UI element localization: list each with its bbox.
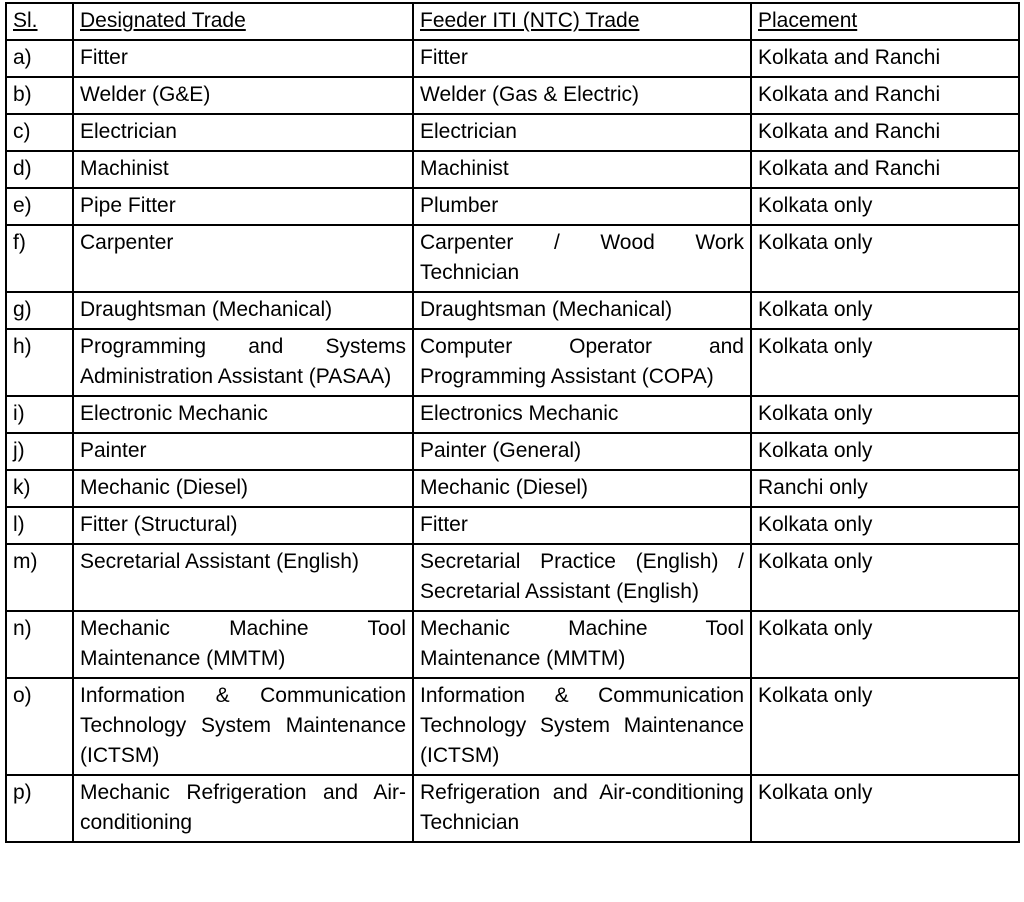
cell-designated-trade: Carpenter bbox=[73, 225, 413, 292]
cell-placement: Kolkata and Ranchi bbox=[751, 77, 1019, 114]
cell-feeder-iti-trade: Draughtsman (Mechanical) bbox=[413, 292, 751, 329]
table-row bbox=[6, 507, 1019, 544]
cell-placement: Kolkata only bbox=[751, 611, 1019, 678]
column-header-feeder-iti-trade-label: Feeder ITI (NTC) Trade bbox=[420, 9, 640, 32]
column-header-placement-label: Placement bbox=[758, 9, 858, 32]
row-serial: n) bbox=[6, 611, 73, 678]
cell-designated-trade: Secretarial Assistant (English) bbox=[73, 544, 413, 611]
row-serial: k) bbox=[6, 470, 73, 507]
cell-placement: Kolkata only bbox=[751, 292, 1019, 329]
row-serial: c) bbox=[6, 114, 73, 151]
table-row bbox=[6, 151, 1019, 188]
column-header-designated-trade-label: Designated Trade bbox=[80, 9, 246, 32]
cell-designated-trade: Mechanic Machine Tool Maintenance (MMTM) bbox=[73, 611, 413, 678]
cell-feeder-iti-trade: Plumber bbox=[413, 188, 751, 225]
table-row bbox=[6, 611, 1019, 678]
row-serial: a) bbox=[6, 40, 73, 77]
row-serial: g) bbox=[6, 292, 73, 329]
table-row bbox=[6, 40, 1019, 77]
row-serial: d) bbox=[6, 151, 73, 188]
row-serial: m) bbox=[6, 544, 73, 611]
cell-placement: Kolkata only bbox=[751, 225, 1019, 292]
cell-designated-trade: Pipe Fitter bbox=[73, 188, 413, 225]
column-header-sl-label: Sl. bbox=[13, 9, 38, 32]
row-serial: e) bbox=[6, 188, 73, 225]
cell-placement: Ranchi only bbox=[751, 470, 1019, 507]
table-row bbox=[6, 329, 1019, 396]
cell-feeder-iti-trade: Mechanic (Diesel) bbox=[413, 470, 751, 507]
cell-placement: Kolkata and Ranchi bbox=[751, 151, 1019, 188]
cell-feeder-iti-trade: Refrigeration and Air-conditioning Technician bbox=[413, 775, 751, 842]
table-row bbox=[6, 544, 1019, 611]
column-header-feeder-iti-trade bbox=[413, 3, 751, 40]
table-row bbox=[6, 396, 1019, 433]
column-header-placement bbox=[751, 3, 1019, 40]
row-serial: b) bbox=[6, 77, 73, 114]
table-body bbox=[6, 40, 1019, 842]
column-header-sl bbox=[6, 3, 73, 40]
cell-placement: Kolkata only bbox=[751, 396, 1019, 433]
cell-designated-trade: Mechanic Refrigeration and Air-conditioning bbox=[73, 775, 413, 842]
cell-placement: Kolkata only bbox=[751, 544, 1019, 611]
cell-placement: Kolkata only bbox=[751, 188, 1019, 225]
column-header-designated-trade bbox=[73, 3, 413, 40]
cell-feeder-iti-trade: Welder (Gas & Electric) bbox=[413, 77, 751, 114]
table-header-row bbox=[6, 3, 1019, 40]
cell-placement: Kolkata only bbox=[751, 507, 1019, 544]
cell-placement: Kolkata only bbox=[751, 329, 1019, 396]
cell-designated-trade: Welder (G&E) bbox=[73, 77, 413, 114]
cell-feeder-iti-trade: Carpenter / Wood Work Technician bbox=[413, 225, 751, 292]
cell-feeder-iti-trade: Fitter bbox=[413, 507, 751, 544]
cell-feeder-iti-trade: Electronics Mechanic bbox=[413, 396, 751, 433]
cell-designated-trade: Programming and Systems Administration Assistant (PASAA) bbox=[73, 329, 413, 396]
table-row bbox=[6, 188, 1019, 225]
cell-designated-trade: Fitter (Structural) bbox=[73, 507, 413, 544]
table-row bbox=[6, 292, 1019, 329]
cell-feeder-iti-trade: Mechanic Machine Tool Maintenance (MMTM) bbox=[413, 611, 751, 678]
cell-designated-trade: Information & Communication Technology System Maintenance (ICTSM) bbox=[73, 678, 413, 775]
row-serial: p) bbox=[6, 775, 73, 842]
cell-placement: Kolkata and Ranchi bbox=[751, 114, 1019, 151]
cell-designated-trade: Draughtsman (Mechanical) bbox=[73, 292, 413, 329]
table-row bbox=[6, 470, 1019, 507]
cell-placement: Kolkata only bbox=[751, 433, 1019, 470]
cell-designated-trade: Fitter bbox=[73, 40, 413, 77]
cell-feeder-iti-trade: Information & Communication Technology System Maintenance (ICTSM) bbox=[413, 678, 751, 775]
table-row bbox=[6, 775, 1019, 842]
cell-feeder-iti-trade: Electrician bbox=[413, 114, 751, 151]
cell-designated-trade: Machinist bbox=[73, 151, 413, 188]
table-row bbox=[6, 433, 1019, 470]
table-row bbox=[6, 77, 1019, 114]
row-serial: j) bbox=[6, 433, 73, 470]
cell-feeder-iti-trade: Painter (General) bbox=[413, 433, 751, 470]
cell-designated-trade: Electrician bbox=[73, 114, 413, 151]
row-serial: f) bbox=[6, 225, 73, 292]
cell-placement: Kolkata and Ranchi bbox=[751, 40, 1019, 77]
table-row bbox=[6, 678, 1019, 775]
table-header bbox=[6, 3, 1019, 40]
row-serial: l) bbox=[6, 507, 73, 544]
cell-designated-trade: Electronic Mechanic bbox=[73, 396, 413, 433]
cell-feeder-iti-trade: Fitter bbox=[413, 40, 751, 77]
cell-placement: Kolkata only bbox=[751, 678, 1019, 775]
cell-feeder-iti-trade: Machinist bbox=[413, 151, 751, 188]
cell-placement: Kolkata only bbox=[751, 775, 1019, 842]
designated-trade-table bbox=[5, 2, 1020, 843]
row-serial: h) bbox=[6, 329, 73, 396]
cell-feeder-iti-trade: Secretarial Practice (English) / Secretarial Assistant (English) bbox=[413, 544, 751, 611]
row-serial: o) bbox=[6, 678, 73, 775]
row-serial: i) bbox=[6, 396, 73, 433]
cell-designated-trade: Mechanic (Diesel) bbox=[73, 470, 413, 507]
cell-feeder-iti-trade: Computer Operator and Programming Assistant (COPA) bbox=[413, 329, 751, 396]
cell-designated-trade: Painter bbox=[73, 433, 413, 470]
table-row bbox=[6, 225, 1019, 292]
table-row bbox=[6, 114, 1019, 151]
